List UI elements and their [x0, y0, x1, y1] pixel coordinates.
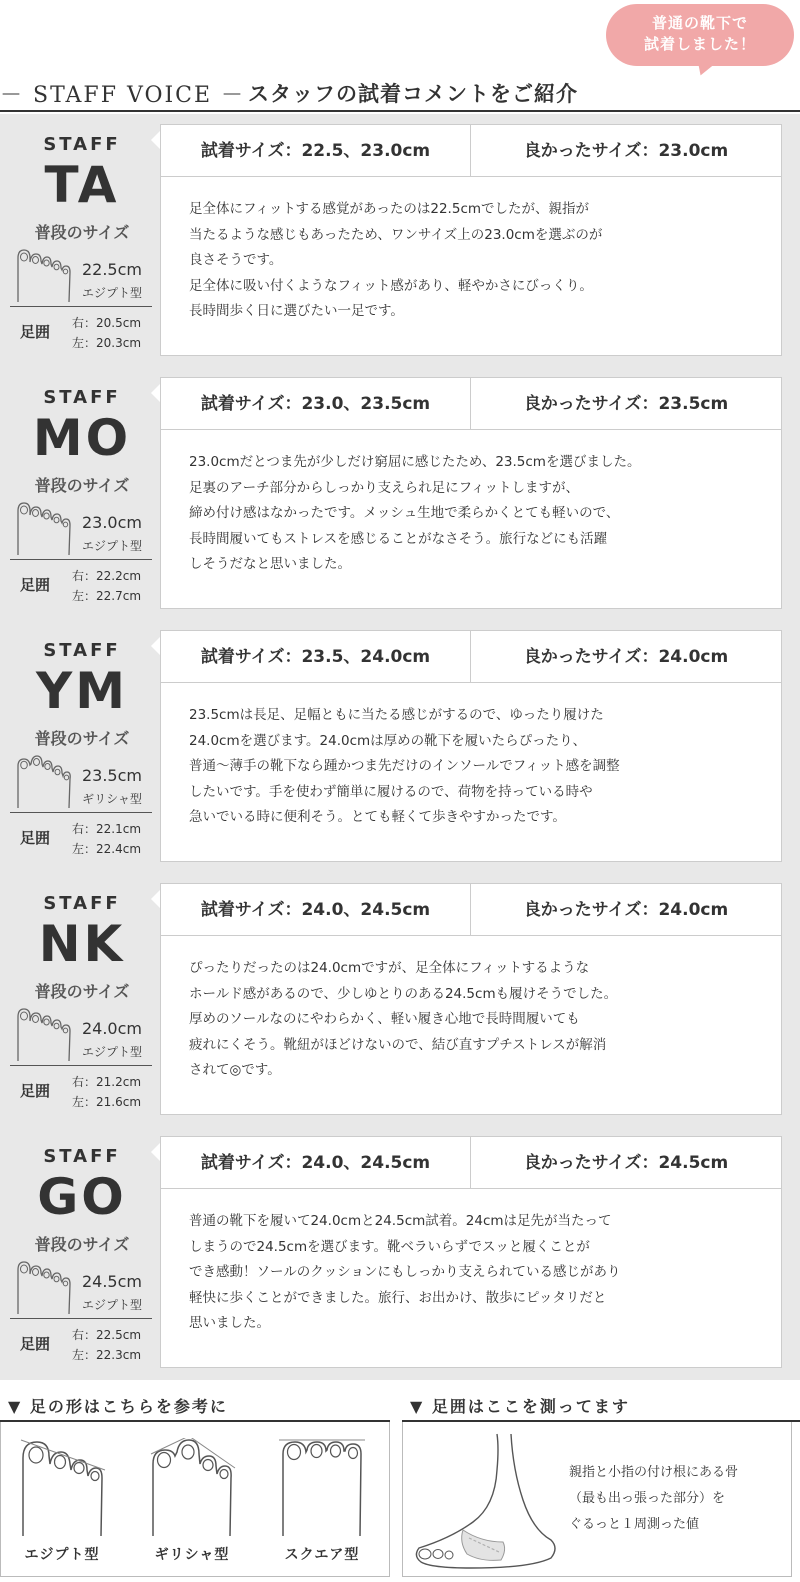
comment-line: 良さそうです。: [189, 252, 283, 268]
comment-line: 普通の靴下を履いて24.0cmと24.5cm試着。24cmは足先が当たって: [189, 1213, 612, 1229]
profile-divider: [10, 306, 152, 307]
good-size: 良かったサイズ：24.0cm: [523, 647, 729, 667]
egyptian-foot-icon: [14, 248, 74, 304]
egyptian-foot-icon: [14, 501, 74, 557]
egyptian-foot-icon: [14, 1260, 74, 1316]
girth-description: [569, 1460, 738, 1538]
section-header: [0, 74, 800, 112]
header-title-en: － STAFF VOICE －: [0, 83, 246, 108]
girth-right: 右：22.1cm: [72, 822, 142, 836]
staff-initials: NK: [38, 915, 126, 973]
foot-shape-label: スクエア型: [284, 1547, 360, 1563]
foot-shape-label: ギリシャ型: [154, 1547, 230, 1563]
comment-line: 疲れにくそう。靴紐がほどけないので、結び直すプチストレスが解消: [189, 1036, 607, 1053]
greek-foot-icon: [14, 754, 74, 810]
comment-line: 思いました。: [189, 1315, 270, 1331]
comment-line: しそうだなと思いました。: [189, 556, 351, 572]
girth-left: 左：22.7cm: [72, 589, 142, 603]
bubble-line-2: 試着しました！: [643, 35, 756, 53]
comment-line: 足全体に吸い付くようなフィット感があり、軽やかさにびっくり。: [189, 277, 593, 294]
usual-size-value: 23.0cm: [81, 513, 142, 532]
foot-type: エジプト型: [81, 539, 142, 553]
staff-block: [0, 114, 800, 367]
profile-divider: [10, 812, 152, 813]
comment-line: 当たるような感じもあったため、ワンサイズ上の23.0cmを選ぶのが: [189, 226, 603, 243]
foot-type: ギリシャ型: [82, 792, 142, 806]
comment-line: 足裏のアーチ部分からしっかり支えられ足にフィットしますが、: [189, 479, 580, 496]
staff-profile: [0, 367, 160, 620]
foot-type: エジプト型: [81, 1045, 142, 1059]
comment-line: 23.0cmだとつま先が少しだけ窮屈に感じたため、23.5cmを選びました。: [189, 454, 641, 470]
card-size-row: [161, 125, 781, 177]
girth-label: 足囲: [20, 576, 51, 594]
good-size: 良かったサイズ：24.0cm: [523, 900, 729, 920]
comment-card: [160, 1136, 782, 1368]
tried-size: 試着サイズ：24.0、24.5cm: [161, 1137, 471, 1189]
tried-size: 試着サイズ：22.5、23.0cm: [161, 125, 471, 177]
staff-label: STAFF: [43, 1146, 121, 1167]
comment-line: でき感動！ソールのクッションにもしっかり支えられている感じがあり: [189, 1264, 621, 1280]
profile-divider: [10, 1065, 152, 1066]
girth-left: 左：22.3cm: [72, 1348, 142, 1362]
comment-line: 長時間履いてもストレスを感じることがなさそう。旅行などにも活躍: [189, 530, 608, 547]
staff-block: [0, 620, 800, 873]
comment-line: 長時間歩く日に選びたい一足です。: [189, 303, 404, 319]
usual-size-label: 普段のサイズ: [34, 476, 130, 495]
comment-line: 急いでいる時に便利そう。とても軽くて歩きやすかったです。: [189, 809, 566, 825]
staff-label: STAFF: [43, 640, 121, 661]
comment-line: 普通〜薄手の靴下なら踵かつま先だけのインソールでフィット感を調整: [189, 758, 620, 774]
card-size-row: [161, 631, 781, 683]
egyptian-foot-icon: [17, 1438, 107, 1538]
comment-line: 23.5cmは長足、足幅ともに当たる感じがするので、ゆったり履けた: [189, 707, 604, 723]
girth-info-title: ▼ 足囲はここを測ってます: [410, 1397, 630, 1416]
staff-comment: [189, 703, 769, 831]
comment-card: [160, 883, 782, 1115]
staff-comment: [189, 197, 769, 325]
comment-line: 締め付け感はなかったです。メッシュ生地で柔らかくとても軽いので、: [189, 505, 620, 521]
girth-left: 左：20.3cm: [72, 336, 142, 350]
girth-info-panel: [402, 1422, 792, 1577]
foot-type: エジプト型: [81, 286, 142, 300]
card-size-row: [161, 378, 781, 430]
girth-label: 足囲: [20, 1335, 51, 1353]
girth-left: 左：21.6cm: [72, 1095, 142, 1109]
staff-label: STAFF: [43, 134, 121, 155]
staff-initials: GO: [37, 1168, 127, 1226]
girth-label: 足囲: [20, 829, 51, 847]
usual-size-value: 24.5cm: [81, 1272, 142, 1291]
comment-line: 足全体にフィットする感覚があったのは22.5cmでしたが、親指が: [189, 201, 590, 217]
comment-line: 軽快に歩くことができました。旅行、お出かけ、散歩にピッタリだと: [189, 1289, 607, 1306]
usual-size-label: 普段のサイズ: [34, 1235, 130, 1254]
girth-right: 右：20.5cm: [72, 316, 142, 330]
comment-line: ホールド感があるので、少しゆとりのある24.5cmも履けそうでした。: [189, 985, 618, 1002]
comment-line: ぴったりだったのは24.0cmですが、足全体にフィットするような: [189, 960, 590, 976]
usual-size-label: 普段のサイズ: [34, 729, 130, 748]
speech-bubble: [606, 4, 794, 66]
staff-label: STAFF: [43, 893, 121, 914]
girth-right: 右：21.2cm: [72, 1075, 142, 1089]
girth-label: 足囲: [20, 1082, 51, 1100]
staff-profile: [0, 873, 160, 1126]
girth-desc-line: 親指と小指の付け根にある骨: [569, 1465, 739, 1480]
staff-label: STAFF: [43, 387, 121, 408]
staff-comment: [189, 1209, 769, 1337]
good-size: 良かったサイズ：23.0cm: [523, 141, 729, 161]
comment-line: しまうので24.5cmを選びます。靴ベラいらずでスッと履くことが: [189, 1238, 590, 1255]
good-size: 良かったサイズ：23.5cm: [523, 394, 729, 414]
square-foot-icon: [277, 1438, 367, 1538]
girth-desc-line: （最も出っ張った部分）を: [569, 1491, 726, 1506]
tried-size: 試着サイズ：23.0、23.5cm: [161, 378, 471, 430]
profile-divider: [10, 559, 152, 560]
foot-shape-label: エジプト型: [24, 1547, 100, 1563]
profile-divider: [10, 1318, 152, 1319]
girth-label: 足囲: [20, 323, 51, 341]
girth-left: 左：22.4cm: [72, 842, 142, 856]
staff-profile: [0, 114, 160, 367]
girth-right: 右：22.2cm: [72, 569, 142, 583]
foot-shapes-title: ▼ 足の形はこちらを参考に: [8, 1397, 228, 1416]
egyptian-foot-icon: [14, 1007, 74, 1063]
bubble-line-1: 普通の靴下で: [651, 14, 748, 32]
staff-profile: [0, 620, 160, 873]
staff-block: [0, 1126, 800, 1379]
tried-size: 試着サイズ：24.0、24.5cm: [161, 884, 471, 936]
comment-line: 24.0cmを選びます。24.0cmは厚めの靴下を履いたらぴったり、: [189, 732, 587, 749]
foot-side-icon: [411, 1430, 561, 1570]
greek-foot-icon: [147, 1438, 237, 1538]
header-title-jp: スタッフの試着コメントをご紹介: [248, 82, 578, 106]
comment-line: 厚めのソールなのにやわらかく、軽い履き心地で長時間履いても: [189, 1011, 580, 1027]
comment-card: [160, 377, 782, 609]
staff-block: [0, 873, 800, 1126]
staff-profile: [0, 1126, 160, 1379]
staff-comment: [189, 956, 769, 1084]
comment-line: されて◎です。: [189, 1062, 281, 1078]
comment-line: したいです。手を使わず簡単に履けるので、荷物を持っている時や: [189, 783, 593, 800]
foot-type: エジプト型: [81, 1298, 142, 1312]
staff-list: [0, 114, 800, 1380]
comment-card: [160, 124, 782, 356]
good-size: 良かったサイズ：24.5cm: [523, 1153, 729, 1173]
staff-initials: MO: [32, 409, 132, 467]
girth-desc-line: ぐるっと１周測った値: [569, 1517, 700, 1532]
comment-card: [160, 630, 782, 862]
usual-size-value: 22.5cm: [81, 260, 142, 279]
card-size-row: [161, 884, 781, 936]
usual-size-value: 23.5cm: [81, 766, 142, 785]
card-size-row: [161, 1137, 781, 1189]
staff-initials: TA: [44, 156, 120, 214]
usual-size-value: 24.0cm: [81, 1019, 142, 1038]
staff-comment: [189, 450, 769, 578]
foot-shapes-panel: [0, 1422, 390, 1577]
usual-size-label: 普段のサイズ: [34, 223, 130, 242]
staff-initials: YM: [36, 662, 128, 720]
girth-right: 右：22.5cm: [72, 1328, 142, 1342]
tried-size: 試着サイズ：23.5、24.0cm: [161, 631, 471, 683]
usual-size-label: 普段のサイズ: [34, 982, 130, 1001]
staff-block: [0, 367, 800, 620]
